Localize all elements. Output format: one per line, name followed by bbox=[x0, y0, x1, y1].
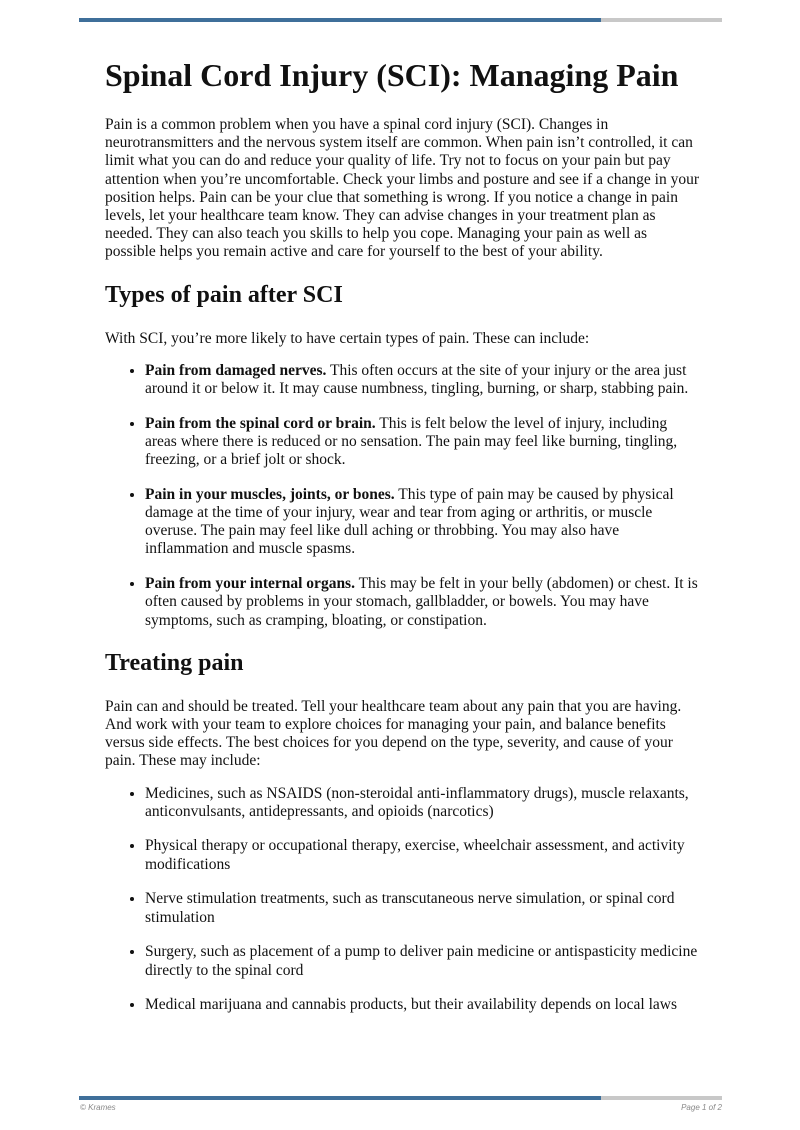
bottom-progress-bar-fill bbox=[79, 1096, 601, 1100]
list-item-term: Pain from damaged nerves. bbox=[145, 361, 327, 379]
treating-lead: Pain can and should be treated. Tell your healthcare team about any pain that you are having. And work with your team to explore choices for managing your pain, and balance benefits versus side effects. The best choices for you depend on the type, severity, and cause of your pain. These may include: bbox=[105, 697, 682, 770]
list-item bbox=[145, 415, 700, 470]
treating-heading: Treating pain bbox=[105, 649, 244, 676]
footer-page-number: Page 1 of 2 bbox=[681, 1103, 722, 1112]
page-title: Spinal Cord Injury (SCI): Managing Pain bbox=[105, 57, 679, 93]
top-progress-bar-fill bbox=[79, 18, 601, 22]
list-item-text: This is felt below the level of injury, including areas where there is reduced or no sensation. The pain may feel like burning, tingling, freezing, or a brief jolt or shock. bbox=[145, 414, 678, 469]
list-item: • Surgery, such as placement of a pump to deliver pain medicine or antispasticity medicine directly to the spinal cord bbox=[145, 943, 700, 979]
list-item: • Nerve stimulation treatments, such as transcutaneous nerve simulation, or spinal cord stimulation bbox=[145, 890, 700, 926]
list-item-term: Pain from your internal organs. bbox=[145, 575, 355, 593]
document-body bbox=[105, 56, 700, 1031]
list-item bbox=[145, 362, 700, 398]
bottom-progress-bar bbox=[79, 1096, 722, 1100]
list-item-text: This often occurs at the site of your injury or the area just around it or below it. It may cause numbness, tingling, burning, or sharp, stabbing pain. bbox=[145, 361, 689, 398]
types-list bbox=[105, 362, 700, 630]
list-item-text: This may be felt in your belly (abdomen) or chest. It is often caused by problems in your stomach, gallbladder, or bowels. You may have symptoms, such as cramping, bloating, or constipation. bbox=[145, 575, 698, 629]
top-progress-bar bbox=[79, 18, 722, 22]
list-item-term: Pain in your muscles, joints, or bones. bbox=[145, 485, 395, 503]
list-item bbox=[145, 486, 700, 559]
list-item: • Physical therapy or occupational therapy, exercise, wheelchair assessment, and activity modifications bbox=[145, 837, 700, 873]
list-item-text: This type of pain may be caused by physical damage at the time of your injury, wear and tear from aging or arthritis, or muscle overuse. The pain may feel like dull aching or throbbing. You may also have inflammation and muscle spasms. bbox=[145, 485, 674, 558]
footer-copyright: © Krames bbox=[80, 1103, 116, 1112]
list-item: • Medicines, such as NSAIDS (non-steroidal anti-inflammatory drugs), muscle relaxants, anticonvulsants, antidepressants, and opioids (narcotics) bbox=[145, 785, 700, 821]
types-heading: Types of pain after SCI bbox=[105, 281, 343, 308]
types-lead: With SCI, you’re more likely to have certain types of pain. These can include: bbox=[105, 329, 590, 347]
list-item: • Medical marijuana and cannabis products, but their availability depends on local laws bbox=[145, 996, 700, 1014]
list-item-term: Pain from the spinal cord or brain. bbox=[145, 414, 376, 432]
treating-list bbox=[105, 785, 700, 1015]
list-item bbox=[145, 575, 700, 630]
intro-paragraph: Pain is a common problem when you have a spinal cord injury (SCI). Changes in neurotransmitters and the nervous system itself are common. When pain isn’t controlled, it can limit what you can do and reduce your quality of life. Try not to focus on your pain but pay attention when you’re uncomfortable. Check your limbs and posture and see if a change in your position helps. Pain can be your clue that something is wrong. If you notice a change in pain levels, let your healthcare team know. They can advise changes in your treatment plan as needed. They can also teach you skills to help you cope. Managing your pain as well as possible helps you remain active and care for yourself to the best of your ability. bbox=[105, 116, 699, 261]
